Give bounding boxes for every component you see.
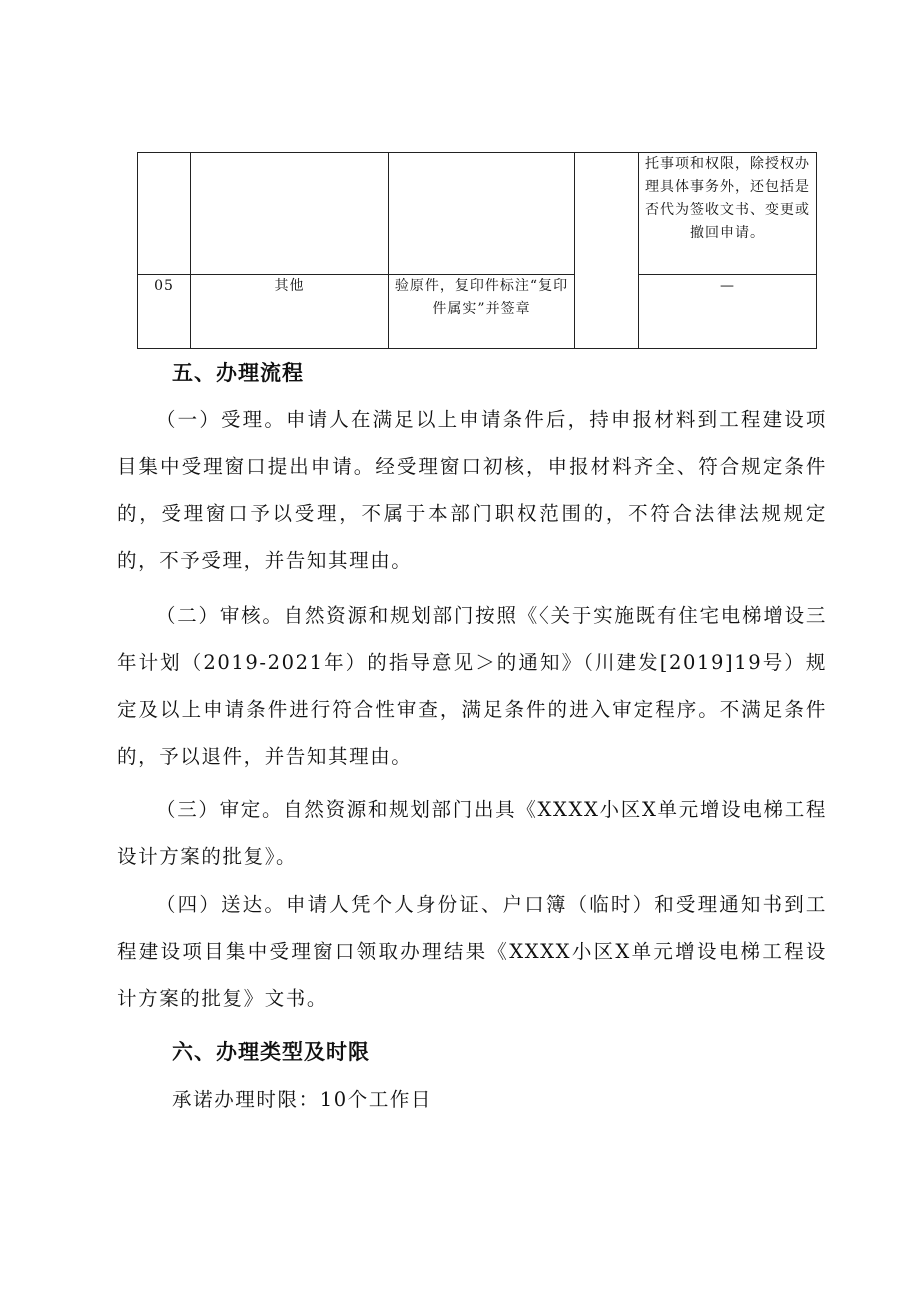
note-cell: —	[639, 275, 817, 349]
materials-table	[137, 152, 817, 349]
material-name: 其他	[191, 275, 389, 349]
section-heading: 五、办理流程	[172, 361, 304, 385]
paragraph-approval: （三）审定。自然资源和规划部门出具《XXXX小区X单元增设电梯工程设计方案的批复》。	[117, 798, 827, 868]
note-cell: 托事项和权限，除授权办理具体事务外，还包括是否代为签收文书、变更或撤回申请。	[639, 153, 817, 275]
table-cell	[191, 153, 389, 275]
paragraph-review: （二）审核。自然资源和规划部门按照《〈关于实施既有住宅电梯增设三年计划（2019-2021年）的指导意见＞的通知》（川建发[2019]19号）规定及以上申请条件进行符合性审查，满足条件的进入审定程序。不满足条件的，予以退件，并告知其理由。	[117, 604, 827, 768]
section-heading: 六、办理类型及时限	[172, 1040, 370, 1064]
paragraph-delivery: （四）送达。申请人凭个人身份证、户口簿（临时）和受理通知书到工程建设项目集中受理窗口领取办理结果《XXXX小区X单元增设电梯工程设计方案的批复》文书。	[117, 893, 827, 1010]
table-cell	[575, 153, 639, 349]
table-cell	[138, 153, 191, 275]
table-cell	[389, 153, 575, 275]
table-row	[138, 153, 817, 275]
table-row	[138, 275, 817, 349]
paragraph-acceptance: （一）受理。申请人在满足以上申请条件后，持申报材料到工程建设项目集中受理窗口提出申请。经受理窗口初核，申报材料齐全、符合规定条件的，受理窗口予以受理，不属于本部门职权范围的，不符合法律法规规定的，不予受理，并告知其理由。	[117, 408, 827, 572]
material-requirement: 验原件，复印件标注“复印件属实”并签章	[389, 275, 575, 349]
row-number: 05	[138, 275, 191, 349]
time-limit-text: 承诺办理时限：10个工作日	[172, 1088, 433, 1111]
